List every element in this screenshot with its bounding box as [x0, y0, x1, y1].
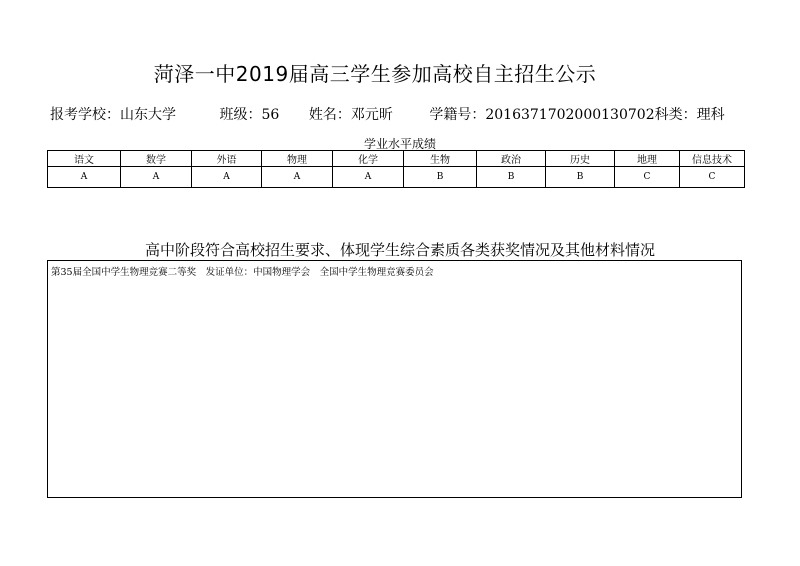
grades-caption: 学业水平成绩 [363, 137, 436, 151]
subject-cell: 生物 [404, 151, 477, 167]
grade-cell: C [680, 167, 745, 188]
subjects-row [48, 151, 745, 167]
subject-cell: 外语 [192, 151, 262, 167]
subject-cell: 信息技术 [680, 151, 745, 167]
subject-cell: 数学 [121, 151, 192, 167]
grade-cell: A [192, 167, 262, 188]
grade-cell: C [615, 167, 680, 188]
grade-cell: A [333, 167, 404, 188]
subject-cell: 历史 [546, 151, 615, 167]
grades-table [47, 150, 745, 188]
student-id-field: 学籍号：2016371702000130702科类：理科 [429, 107, 725, 123]
grades-row [48, 167, 745, 188]
subject-cell: 政治 [477, 151, 546, 167]
awards-box [47, 260, 742, 498]
subject-cell: 物理 [262, 151, 333, 167]
grade-cell: B [477, 167, 546, 188]
name-field: 姓名：邓元昕 [308, 107, 393, 123]
grade-cell: A [121, 167, 192, 188]
page-title: 菏泽一中2019届高三学生参加高校自主招生公示 [153, 62, 597, 86]
subject-cell: 地理 [615, 151, 680, 167]
grade-cell: A [48, 167, 121, 188]
class-field: 班级：56 [219, 107, 280, 123]
subject-cell: 化学 [333, 151, 404, 167]
subject-cell: 语文 [48, 151, 121, 167]
awards-title: 高中阶段符合高校招生要求、体现学生综合素质各类获奖情况及其他材料情况 [144, 241, 655, 259]
grade-cell: A [262, 167, 333, 188]
awards-text: 第35届全国中学生物理竞赛二等奖 发证单位：中国物理学会 全国中学生物理竞赛委员会 [51, 267, 434, 278]
student-info [50, 104, 770, 124]
grade-cell: B [404, 167, 477, 188]
grade-cell: B [546, 167, 615, 188]
school-field: 报考学校：山东大学 [50, 107, 176, 123]
